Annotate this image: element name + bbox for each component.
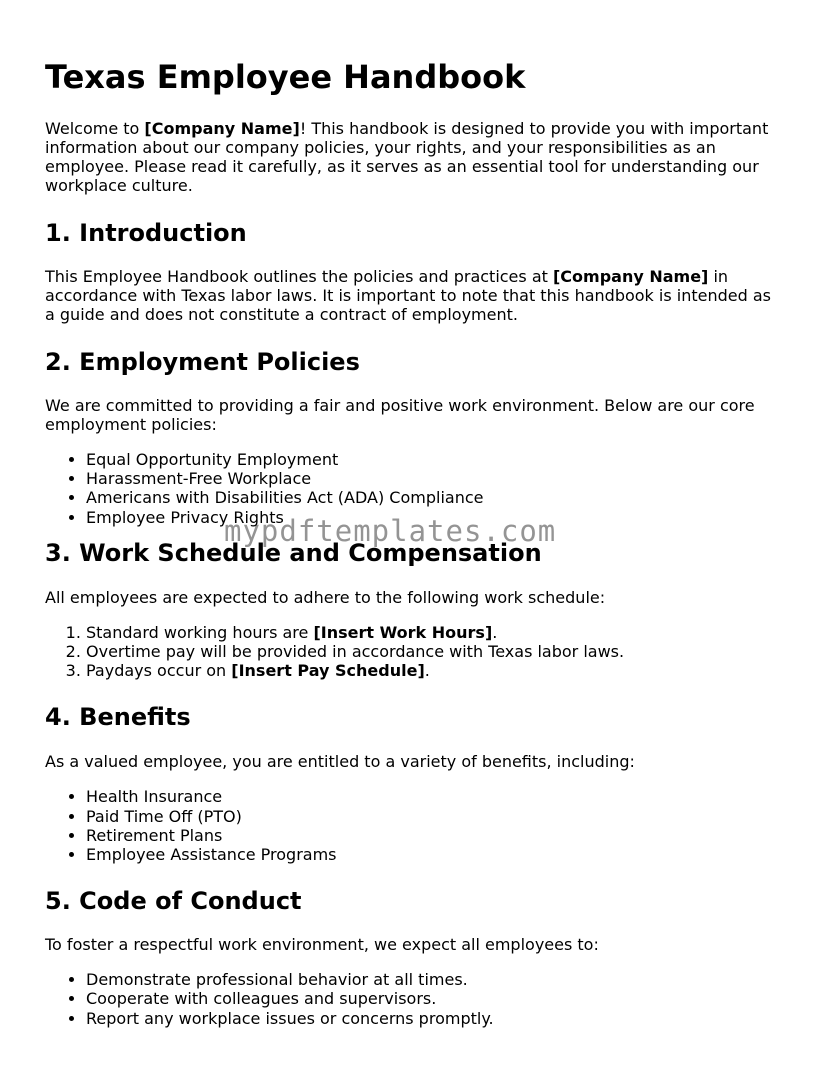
watermark: mypdftemplates.com (224, 514, 557, 548)
schedule-list (45, 623, 785, 681)
conduct-list (45, 970, 785, 1028)
welcome-paragraph (45, 119, 785, 195)
list-item-text: . (492, 622, 498, 642)
pay-schedule-placeholder: [Insert Pay Schedule] (231, 661, 425, 681)
list-item (86, 623, 785, 642)
section-heading-employment-policies: 2. Employment Policies (45, 348, 360, 376)
list-item-text: Standard working hours are (86, 622, 314, 642)
list-item: • Harassment-Free Workplace (86, 469, 785, 488)
introduction-paragraph (45, 267, 785, 324)
list-item: • Demonstrate professional behavior at all times. (86, 970, 785, 989)
policies-list (45, 450, 785, 527)
list-item: • Cooperate with colleagues and supervisors. (86, 989, 785, 1008)
schedule-paragraph: All employees are expected to adhere to the following work schedule: (45, 587, 606, 607)
section-heading-benefits: 4. Benefits (45, 703, 191, 732)
section-heading-code-of-conduct: 5. Code of Conduct (45, 887, 302, 916)
list-item: • Report any workplace issues or concerns promptly. (86, 1009, 785, 1028)
conduct-paragraph: To foster a respectful work environment, we expect all employees to: (45, 935, 599, 955)
list-item: • Employee Privacy Rights (86, 508, 785, 527)
section-heading-work-schedule: 3. Work Schedule and Compensation (45, 538, 542, 567)
introduction-text-pre: This Employee Handbook outlines the policies and practices at (45, 267, 553, 286)
list-item-text: . (424, 661, 430, 681)
benefits-list (45, 787, 785, 864)
company-name-placeholder: [Company Name] (144, 119, 300, 138)
welcome-text-pre: Welcome to (45, 119, 145, 138)
company-name-placeholder: [Company Name] (552, 267, 709, 286)
list-item: • Americans with Disabilities Act (ADA) Compliance (86, 488, 785, 507)
work-hours-placeholder: [Insert Work Hours] (313, 622, 493, 642)
document-page (45, 56, 785, 1028)
list-item: • Health Insurance (86, 787, 785, 806)
list-item-text: Paydays occur on (86, 661, 232, 681)
welcome-text-post: ! This handbook is designed to provide you with important information about our company policies, your rights, and your responsibilities as an employee. Please read it carefully, as it serves as an essential tool for understanding our workplace culture. (45, 119, 769, 195)
list-item: • Employee Assistance Programs (86, 845, 785, 864)
list-item: • Paid Time Off (PTO) (86, 807, 785, 826)
page-title: Texas Employee Handbook (45, 58, 526, 96)
policies-paragraph: We are committed to providing a fair and positive work environment. Below are our core employment policies: (45, 396, 755, 434)
introduction-text-post: in accordance with Texas labor laws. It is important to note that this handbook is intended as a guide and does not constitute a contract of employment. (45, 267, 771, 324)
list-item (86, 661, 785, 680)
list-item: 2. Overtime pay will be provided in accordance with Texas labor laws. (86, 642, 785, 661)
list-item: • Retirement Plans (86, 826, 785, 845)
section-heading-introduction: 1. Introduction (45, 219, 247, 247)
benefits-paragraph: As a valued employee, you are entitled to a variety of benefits, including: (45, 752, 635, 772)
list-item: • Equal Opportunity Employment (86, 450, 785, 469)
